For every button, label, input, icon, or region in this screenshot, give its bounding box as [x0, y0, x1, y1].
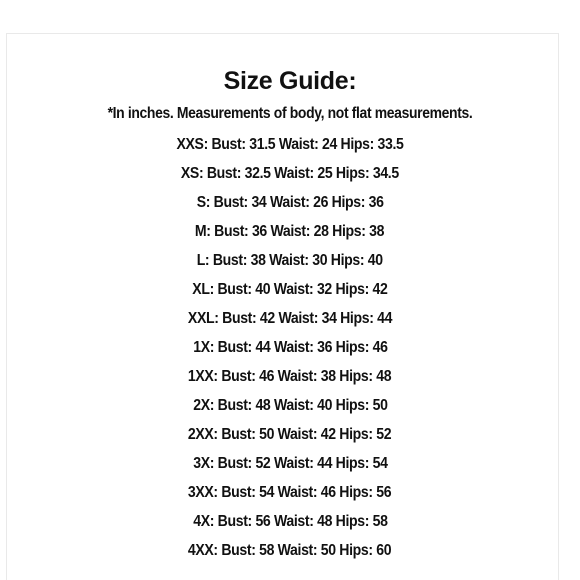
- size-row-text: S: Bust: 34 Waist: 26 Hips: 36: [196, 194, 384, 211]
- size-row-text: 3XX: Bust: 54 Waist: 46 Hips: 56: [188, 484, 392, 501]
- size-row-text: 2X: Bust: 48 Waist: 40 Hips: 50: [192, 397, 388, 414]
- size-row: [0, 162, 580, 191]
- size-row-text: M: Bust: 36 Waist: 28 Hips: 38: [195, 223, 385, 240]
- size-row-text: 1X: Bust: 44 Waist: 36 Hips: 46: [192, 339, 388, 356]
- size-guide-title: Size Guide:: [223, 67, 357, 95]
- size-row: [0, 539, 580, 568]
- size-row-text: XL: Bust: 40 Waist: 32 Hips: 42: [192, 281, 388, 298]
- size-row: [0, 394, 580, 423]
- size-row-text: 4X: Bust: 56 Waist: 48 Hips: 58: [192, 513, 388, 530]
- size-row-text: L: Bust: 38 Waist: 30 Hips: 40: [196, 252, 384, 269]
- size-row: [0, 307, 580, 336]
- size-row: [0, 191, 580, 220]
- size-row: [0, 133, 580, 162]
- size-row: [0, 481, 580, 510]
- size-row-text: 1XX: Bust: 46 Waist: 38 Hips: 48: [188, 368, 392, 385]
- size-row: [0, 365, 580, 394]
- size-row-text: 2XX: Bust: 50 Waist: 42 Hips: 52: [188, 426, 392, 443]
- size-row-text: XXL: Bust: 42 Waist: 34 Hips: 44: [187, 310, 393, 327]
- size-row-text: XS: Bust: 32.5 Waist: 25 Hips: 34.5: [181, 165, 399, 182]
- size-row: [0, 336, 580, 365]
- size-row: [0, 510, 580, 539]
- size-row: [0, 452, 580, 481]
- size-row-text: 4XX: Bust: 58 Waist: 50 Hips: 60: [188, 542, 392, 559]
- size-list: [0, 133, 580, 568]
- size-row: [0, 278, 580, 307]
- size-row: [0, 249, 580, 278]
- size-row-text: XXS: Bust: 31.5 Waist: 24 Hips: 33.5: [176, 136, 404, 153]
- size-row: [0, 220, 580, 249]
- size-row: [0, 423, 580, 452]
- measurement-note: *In inches. Measurements of body, not flat measurements.: [107, 105, 473, 122]
- size-row-text: 3X: Bust: 52 Waist: 44 Hips: 54: [192, 455, 388, 472]
